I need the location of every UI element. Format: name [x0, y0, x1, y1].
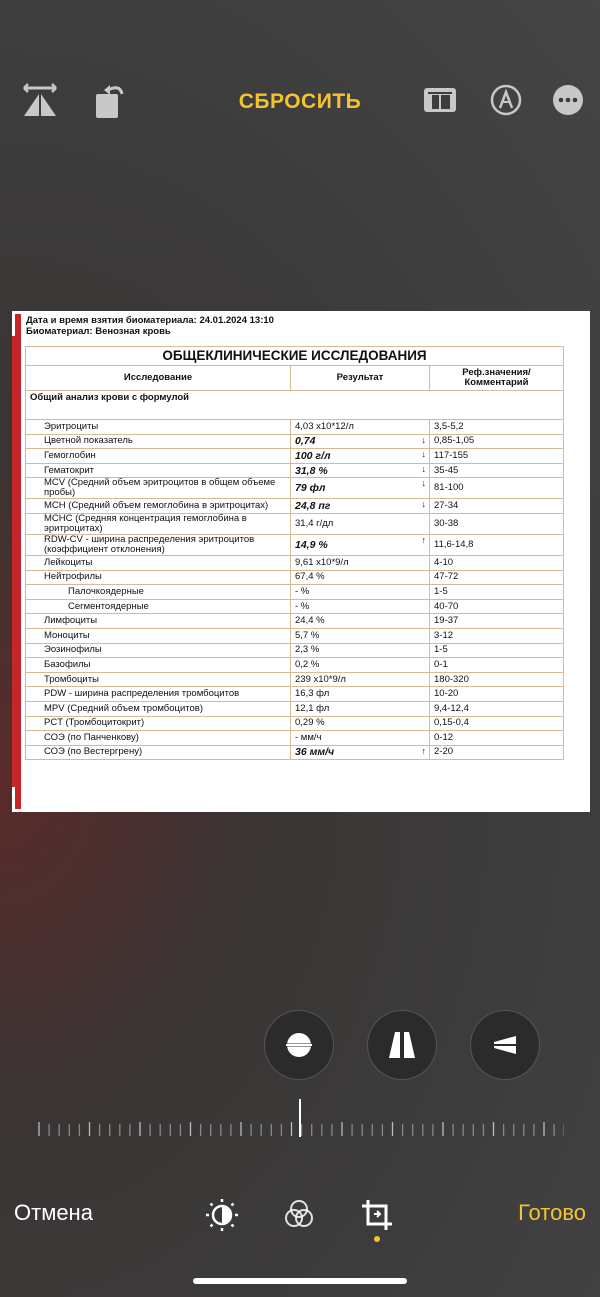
row-ref: 3-12 — [430, 628, 564, 643]
row-result — [291, 585, 430, 600]
table-row — [26, 745, 564, 760]
row-result-value: 0,2 % — [295, 658, 320, 670]
row-result — [291, 745, 430, 760]
arrow-up-icon: ↑ — [421, 745, 426, 756]
row-ref: 180-320 — [430, 672, 564, 687]
row-test-name: Сегментоядерные — [26, 599, 291, 614]
row-ref: 81-100 — [430, 478, 564, 499]
home-indicator[interactable] — [193, 1278, 407, 1284]
row-test-name: Гемоглобин — [26, 449, 291, 464]
row-result-value: 31,8 % — [295, 464, 328, 477]
row-test-name: Моноциты — [26, 628, 291, 643]
row-ref: 0,85-1,05 — [430, 434, 564, 449]
table-row — [26, 449, 564, 464]
row-result — [291, 731, 430, 746]
done-button[interactable]: Готово — [518, 1200, 586, 1225]
row-result-value: 24,8 пг — [295, 500, 331, 513]
crop-handle-top-left[interactable] — [12, 311, 37, 336]
row-ref: 1-5 — [430, 643, 564, 658]
flip-horizontal-icon[interactable] — [18, 78, 62, 122]
biomaterial: Биоматериал: Венозная кровь — [26, 326, 171, 337]
row-result-value: 0,74 — [295, 435, 316, 448]
rotate-icon[interactable] — [86, 78, 130, 122]
row-test-name: PCT (Тромбоцитокрит) — [26, 716, 291, 731]
row-result-value: 100 г/л — [295, 449, 331, 462]
row-ref: 11,6-14,8 — [430, 534, 564, 555]
row-result-value: 0,29 % — [295, 717, 325, 729]
row-result — [291, 643, 430, 658]
row-test-name: Нейтрофилы — [26, 570, 291, 585]
row-result-value: 5,7 % — [295, 629, 320, 641]
adjust-icon[interactable] — [203, 1196, 241, 1239]
row-result — [291, 628, 430, 643]
lab-results-table — [25, 346, 564, 760]
row-test-name: MCHC (Средняя концентрация гемоглобина в эритроцитах) — [26, 513, 291, 534]
row-ref: 27-34 — [430, 499, 564, 514]
red-margin-stripe — [12, 311, 21, 812]
table-row — [26, 570, 564, 585]
row-result-value: - % — [295, 585, 310, 597]
vertical-perspective-button[interactable] — [368, 1011, 436, 1079]
row-result — [291, 463, 430, 478]
row-result-value: - мм/ч — [295, 731, 322, 743]
row-result-value: 36 мм/ч — [295, 746, 335, 759]
results-body — [26, 420, 564, 760]
table-row — [26, 614, 564, 629]
row-ref: 47-72 — [430, 570, 564, 585]
horizontal-perspective-icon — [488, 1028, 522, 1062]
row-ref: 2-20 — [430, 745, 564, 760]
table-row — [26, 534, 564, 555]
table-row — [26, 643, 564, 658]
horizontal-perspective-button[interactable] — [471, 1011, 539, 1079]
row-ref: 4-10 — [430, 555, 564, 570]
row-test-name: СОЭ (по Вестергрену) — [26, 745, 291, 760]
row-test-name: MCH (Средний объем гемоглобина в эритроцитах) — [26, 499, 291, 514]
row-ref: 9,4-12,4 — [430, 701, 564, 716]
row-result — [291, 420, 430, 435]
row-test-name: Цветной показатель — [26, 434, 291, 449]
section-title: Общий анализ крови с формулой — [26, 391, 564, 420]
row-result — [291, 658, 430, 673]
row-result — [291, 534, 430, 555]
angle-ruler[interactable] — [38, 1122, 564, 1138]
bottom-toolbar — [0, 1196, 600, 1236]
row-result-value: 16,3 фл — [295, 688, 330, 700]
aspect-ratio-icon[interactable] — [418, 78, 462, 122]
table-row — [26, 672, 564, 687]
crop-handle-bottom-right[interactable] — [565, 787, 590, 812]
row-result-value: 2,3 % — [295, 644, 320, 656]
table-row — [26, 513, 564, 534]
row-result-value: 24,4 % — [295, 615, 325, 627]
header-result: Результат — [291, 366, 430, 391]
row-result-value: - % — [295, 600, 310, 612]
row-result-value: 67,4 % — [295, 571, 325, 583]
header-test: Исследование — [26, 366, 291, 391]
row-test-name: MCV (Средний объем эритроцитов в общем объеме пробы) — [26, 478, 291, 499]
row-result — [291, 599, 430, 614]
row-ref: 0-12 — [430, 731, 564, 746]
row-ref: 0-1 — [430, 658, 564, 673]
table-row — [26, 628, 564, 643]
row-result — [291, 499, 430, 514]
table-row — [26, 701, 564, 716]
row-result-value: 9,61 x10*9/л — [295, 556, 349, 568]
table-row — [26, 555, 564, 570]
row-test-name: MPV (Средний объем тромбоцитов) — [26, 701, 291, 716]
row-result — [291, 513, 430, 534]
table-row — [26, 420, 564, 435]
row-ref: 40-70 — [430, 599, 564, 614]
row-result — [291, 449, 430, 464]
active-tool-dot — [374, 1236, 380, 1242]
table-row — [26, 585, 564, 600]
straighten-button[interactable] — [265, 1011, 333, 1079]
row-test-name: Тромбоциты — [26, 672, 291, 687]
table-row — [26, 716, 564, 731]
arrow-down-icon: ↓ — [421, 499, 426, 510]
row-result — [291, 555, 430, 570]
reset-button[interactable]: СБРОСИТЬ — [238, 90, 362, 113]
row-test-name: Лимфоциты — [26, 614, 291, 629]
row-result — [291, 701, 430, 716]
arrow-down-icon: ↓ — [421, 434, 426, 445]
row-ref: 0,15-0,4 — [430, 716, 564, 731]
top-toolbar — [0, 78, 600, 126]
header-ref: Реф.значения/ Комментарий — [430, 366, 564, 391]
crop-icon[interactable] — [358, 1196, 396, 1239]
ruler-indicator — [299, 1099, 301, 1137]
row-ref: 117-155 — [430, 449, 564, 464]
row-ref: 10-20 — [430, 687, 564, 702]
row-test-name: Эозинофилы — [26, 643, 291, 658]
row-result-value: 4,03 x10*12/л — [295, 420, 354, 432]
crop-handle-top-right[interactable] — [565, 311, 590, 336]
cancel-button[interactable]: Отмена — [14, 1200, 93, 1225]
row-test-name: Лейкоциты — [26, 555, 291, 570]
row-ref: 30-38 — [430, 513, 564, 534]
row-result-value: 12,1 фл — [295, 702, 330, 714]
row-result — [291, 434, 430, 449]
row-result — [291, 570, 430, 585]
markup-icon[interactable] — [484, 78, 528, 122]
row-test-name: RDW-CV - ширина распределения эритроцитов (коэффициент отклонения) — [26, 534, 291, 555]
table-row — [26, 463, 564, 478]
more-icon[interactable] — [546, 78, 590, 122]
row-result — [291, 687, 430, 702]
straighten-icon — [282, 1028, 316, 1062]
table-row — [26, 499, 564, 514]
row-result-value: 31,4 г/дл — [295, 517, 334, 529]
vertical-perspective-icon — [385, 1028, 419, 1062]
table-row — [26, 478, 564, 499]
arrow-down-icon: ↓ — [421, 463, 426, 474]
table-row — [26, 731, 564, 746]
row-result-value: 14,9 % — [295, 538, 328, 551]
row-result — [291, 716, 430, 731]
table-row — [26, 687, 564, 702]
row-result-value: 79 фл — [295, 482, 326, 495]
arrow-down-icon: ↓ — [421, 449, 426, 460]
row-test-name: Эритроциты — [26, 420, 291, 435]
document-meta — [26, 315, 274, 337]
filters-icon[interactable] — [280, 1196, 318, 1239]
document-photo[interactable] — [12, 311, 590, 812]
row-ref: 3,5-5,2 — [430, 420, 564, 435]
table-row — [26, 434, 564, 449]
row-ref: 35-45 — [430, 463, 564, 478]
row-result — [291, 478, 430, 499]
row-ref: 19-37 — [430, 614, 564, 629]
row-test-name: Базофилы — [26, 658, 291, 673]
row-ref: 1-5 — [430, 585, 564, 600]
crop-handle-bottom-left[interactable] — [12, 787, 37, 812]
row-test-name: PDW - ширина распределения тромбоцитов — [26, 687, 291, 702]
row-test-name: СОЭ (по Панченкову) — [26, 731, 291, 746]
collection-datetime: Дата и время взятия биоматериала: 24.01.2024 13:10 — [26, 315, 274, 326]
table-row — [26, 658, 564, 673]
row-test-name: Палочкоядерные — [26, 585, 291, 600]
row-result-value: 239 x10*9/л — [295, 673, 346, 685]
arrow-down-icon: ↓ — [421, 478, 426, 489]
row-result — [291, 672, 430, 687]
row-test-name: Гематокрит — [26, 463, 291, 478]
arrow-up-icon: ↑ — [421, 534, 426, 545]
table-title: ОБЩЕКЛИНИЧЕСКИЕ ИССЛЕДОВАНИЯ — [26, 347, 564, 366]
row-result — [291, 614, 430, 629]
table-row — [26, 599, 564, 614]
